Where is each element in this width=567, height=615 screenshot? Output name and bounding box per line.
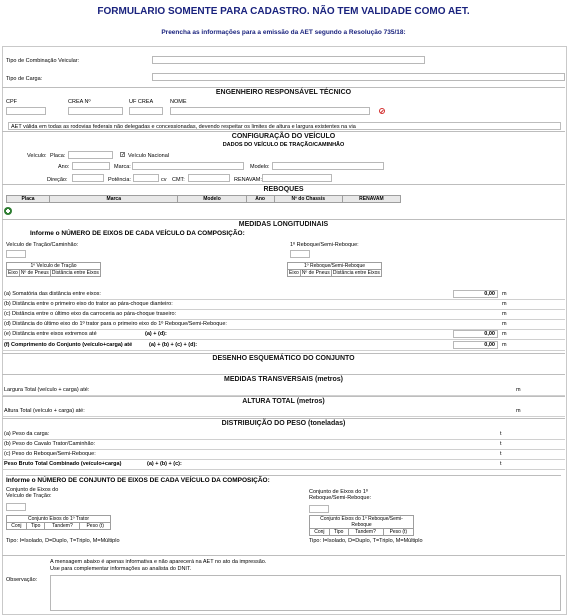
cmt-input[interactable]: [188, 174, 230, 182]
col-tipo: Tipo: [26, 523, 45, 530]
peso-a-unit: t: [500, 431, 502, 437]
medida-a-label: (a) Somatória das distância entre eixos:: [4, 291, 101, 297]
observacao-textarea[interactable]: [50, 575, 561, 611]
peso-c-unit: t: [500, 451, 502, 457]
nome-label: NOME: [170, 99, 187, 105]
observacao-note1: A mensagem abaixo é apenas informativa e não aparecerá na AET no ato da impressão.: [50, 559, 267, 565]
col-renavam: RENAVAM: [342, 196, 400, 203]
cpf-label: CPF: [6, 99, 17, 105]
veiculo-nacional-checkbox[interactable]: ✓: [121, 152, 126, 158]
col-peso-reboque: Peso (t): [383, 529, 413, 536]
config-title: CONFIGURAÇÃO DO VEÍCULO: [2, 131, 565, 140]
crea-input[interactable]: [68, 107, 123, 115]
eixos-tracao-title: 1º Veículo de Tração: [7, 263, 101, 270]
peso-b-unit: t: [500, 441, 502, 447]
conjunto-reboque-label: Conjunto de Eixos do 1º Reboque/Semi-Reboque:: [309, 489, 372, 501]
potencia-label: Potência:: [108, 177, 131, 183]
modelo-input[interactable]: [272, 162, 384, 170]
peso-row-c: [2, 450, 565, 460]
conjunto-tracao-label: Conjunto de Eixos do Veículo de Tração:: [6, 487, 59, 499]
col-eixo: Eixo: [8, 270, 18, 276]
placa-label: Placa:: [50, 153, 66, 159]
medida-f-formula: (a) + (b) + (c) + (d):: [149, 342, 198, 348]
ano-input[interactable]: [72, 162, 110, 170]
altura-row: [2, 407, 565, 417]
tipo-carga-label: Tipo de Carga:: [6, 76, 43, 82]
observacao-label: Observação:: [6, 577, 38, 583]
observacao-divider: [2, 555, 565, 556]
col-modelo: Modelo: [178, 196, 246, 203]
nome-input[interactable]: [170, 107, 370, 115]
conjunto-tracao-legend: Tipo: I=Isolado, D=Duplo, T=Triplo, M=Múltiplo: [6, 538, 120, 544]
peso-row-a: [2, 430, 565, 440]
eixos-reboque-title: 1º Reboque/Semi-Reboque: [288, 263, 382, 270]
col-pneus-reboque: Nº de Pneus: [301, 270, 330, 276]
col-eixo-reboque: Eixo: [289, 270, 299, 276]
medida-b-label: (b) Distância entre o primeiro eixo do trator ao pára-choque dianteiro:: [4, 301, 173, 307]
medida-row-c: [2, 310, 565, 320]
uf-crea-label: UF CREA: [129, 99, 154, 105]
crea-label: CREA Nº: [68, 99, 91, 105]
col-peso: Peso (t): [80, 523, 111, 530]
add-reboque-icon[interactable]: [4, 207, 12, 215]
peso-row-b: [2, 440, 565, 450]
eixos-tracao-table: [6, 262, 101, 277]
medidas-instrucao: Informe o NÚMERO DE EIXOS DE CADA VEÍCULO DA COMPOSIÇÃO:: [30, 230, 245, 237]
col-pneus: Nº de Pneus: [20, 270, 49, 276]
col-distancia: Distância entre Eixos: [51, 270, 99, 276]
medida-row-e: [2, 330, 565, 340]
medida-d-label: (d) Distância do último eixo do 1º trator para o primeiro eixo do 1º Reboque/Semi-Reboque:: [4, 321, 227, 327]
medida-f-label: (f) Comprimento do Conjunto (veículo+carga) até: [4, 342, 133, 348]
cpf-input[interactable]: [6, 107, 46, 115]
medida-c-label: (c) Distância entre o último eixo da carroceria ao pára-choque traseiro:: [4, 311, 177, 317]
largura-label: Largura Total (veículo + carga) até:: [4, 387, 90, 393]
desenho-title: DESENHO ESQUEMÁTICO DO CONJUNTO: [2, 353, 565, 362]
conjunto-tracao-table: [6, 515, 111, 530]
col-distancia-reboque: Distância entre Eixos: [332, 270, 380, 276]
potencia-input[interactable]: [133, 174, 159, 182]
block-icon[interactable]: [379, 108, 385, 114]
largura-row: [2, 386, 565, 396]
col-placa: Placa: [7, 196, 50, 203]
cv-label: cv: [161, 177, 167, 183]
marca-label: Marca:: [114, 164, 131, 170]
medida-a-value: 0,00: [484, 291, 495, 297]
transversais-title: MEDIDAS TRANSVERSAIS (metros): [2, 374, 565, 383]
page-subtitle: Preencha as informações para a emissão da AET segundo a Resolução 735/18:: [161, 29, 406, 36]
cmt-label: CMT:: [172, 177, 185, 183]
altura-label: Altura Total (veículo + carga) até:: [4, 408, 85, 414]
eixos-reboque-input[interactable]: [290, 250, 310, 258]
col-tandem: Tandem?: [45, 523, 80, 530]
veiculo-label: Veículo:: [27, 153, 47, 159]
peso-c-label: (c) Peso do Reboque/Semi-Reboque:: [4, 451, 96, 457]
conjunto-tracao-title: Conjunto Eixos do 1º Trator: [7, 516, 111, 523]
ano-label: Ano:: [58, 164, 70, 170]
peso-total-label: Peso Bruto Total Combinado (veículo+carga): [4, 461, 122, 467]
direcao-label: Direção:: [47, 177, 68, 183]
col-tandem-reboque: Tandem?: [348, 529, 383, 536]
col-chassis: Nº do Chassis: [274, 196, 342, 203]
direcao-input[interactable]: [72, 174, 104, 182]
tipo-combinacao-label: Tipo de Combinação Veicular:: [6, 58, 80, 64]
placa-input[interactable]: [68, 151, 113, 159]
veiculo-nacional-label: Veículo Nacional: [128, 153, 169, 159]
largura-unit: m: [516, 387, 521, 393]
observacao-note2: Use para complementar informações ao analista do DNIT.: [50, 566, 192, 572]
conjunto-reboque-legend: Tipo: I=Isolado, D=Duplo, T=Triplo, M=Múltiplo: [309, 538, 423, 544]
eixos-reboque-table: [287, 262, 382, 277]
renavam-label: RENAVAM:: [234, 177, 262, 183]
conjunto-reboque-title: Conjunto Eixos do 1º Reboque/Semi-Reboque: [310, 516, 414, 529]
col-conj-reboque: Conj: [310, 529, 330, 536]
eixos-tracao-input[interactable]: [6, 250, 26, 258]
reboques-title: REBOQUES: [2, 184, 565, 193]
page-title: FORMULARIO SOMENTE PARA CADASTRO. NÃO TEM VALIDADE COMO AET.: [97, 6, 470, 17]
peso-total-unit: t: [500, 461, 502, 467]
reboques-table: [6, 195, 401, 203]
medida-e-value: 0,00: [484, 331, 495, 337]
tracao-label: Veículo de Tração/Caminhão:: [6, 242, 79, 248]
tipo-carga-input[interactable]: [152, 73, 565, 81]
tipo-combinacao-input[interactable]: [152, 56, 425, 64]
conjunto-instrucao: Informe o NÚMERO DE CONJUNTO DE EIXOS DE CADA VEÍCULO DA COMPOSIÇÃO:: [6, 475, 561, 484]
col-tipo-reboque: Tipo: [329, 529, 348, 536]
col-conj: Conj: [7, 523, 27, 530]
reboque-label: 1º Reboque/Semi-Reboque:: [290, 242, 359, 248]
peso-b-label: (b) Peso do Cavalo Trator/Caminhão:: [4, 441, 96, 447]
medidas-title: MEDIDAS LONGITUDINAIS: [2, 219, 565, 228]
medida-d-unit: m: [502, 321, 507, 327]
peso-title: DISTRIBUIÇÃO DO PESO (toneladas): [2, 418, 565, 427]
modelo-label: Modelo:: [250, 164, 270, 170]
aet-notice: AET válida em todas as rodovias federais não delegadas e concessionadas, devendo respeitar os limites de altura e largura existentes na via: [8, 122, 561, 130]
medida-row-b: [2, 300, 565, 310]
medida-f-value: 0,00: [484, 342, 495, 348]
engenheiro-title: ENGENHEIRO RESPONSÁVEL TÉCNICO: [2, 87, 565, 96]
medida-b-unit: m: [502, 301, 507, 307]
medida-row-f: [2, 341, 565, 351]
medida-c-unit: m: [502, 311, 507, 317]
dados-veiculo-title: DADOS DO VEÍCULO DE TRAÇÃO/CAMINHÃO: [222, 142, 345, 148]
altura-title: ALTURA TOTAL (metros): [2, 396, 565, 405]
conjunto-tracao-input[interactable]: [6, 503, 26, 511]
conjunto-reboque-table: [309, 515, 414, 536]
uf-crea-input[interactable]: [129, 107, 163, 115]
medida-e-label: (e) Distância entre eixos extremos até: [4, 331, 97, 337]
col-ano: Ano: [246, 196, 274, 203]
medida-a-unit: m: [502, 291, 507, 297]
peso-total-row: [2, 460, 565, 470]
medida-e-unit: m: [502, 331, 507, 337]
peso-total-formula: (a) + (b) + (c):: [147, 461, 182, 467]
conjunto-reboque-input[interactable]: [309, 505, 329, 513]
altura-unit: m: [516, 408, 521, 414]
col-marca: Marca: [50, 196, 178, 203]
peso-a-label: (a) Peso da carga:: [4, 431, 50, 437]
medida-e-formula: (a) + (d):: [145, 331, 167, 337]
marca-input[interactable]: [132, 162, 244, 170]
renavam-input[interactable]: [262, 174, 332, 182]
medida-f-unit: m: [502, 342, 507, 348]
medida-row-a: [2, 290, 565, 300]
medida-row-d: [2, 320, 565, 330]
